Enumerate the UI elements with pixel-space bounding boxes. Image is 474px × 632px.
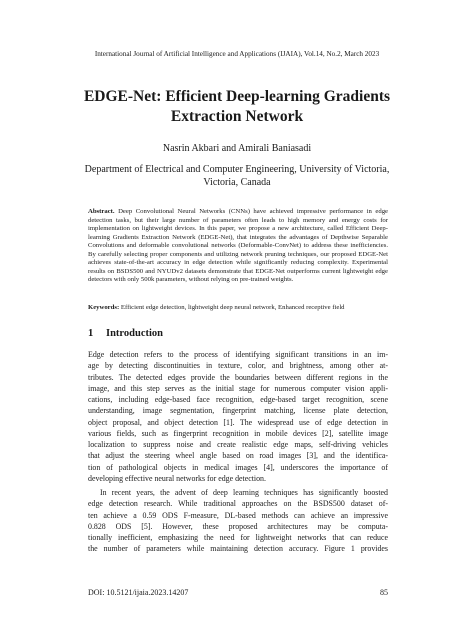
paragraph-2 [88,487,388,555]
paragraph-line: cations, including edge-based face recognition, edge-based target recognition, scene [88,395,388,404]
paper-title [40,87,434,127]
affiliation [60,163,414,189]
paragraph-line: tributes. The detected edges provide the boundaries between different regions in the [88,372,388,382]
paragraph-line: ten achieve a 0.59 ODS F-measure, DL-based methods can achieve an impressive [88,510,388,520]
paragraph-line: developing effective neural networks for edge detection. [88,473,266,483]
paragraph-line: the number of parameters while maintaining detection accuracy. Figure 1 provides [88,544,388,554]
doi: DOI: 10.5121/ijaia.2023.14207 [88,588,189,597]
page-number: 85 [380,588,388,597]
paragraph-line: age by detecting discontinuities in texture, color, and brightness, among other at- [88,361,388,371]
paragraph-line: understanding, image segmentation, fingerprint matching, license plate detection, [88,406,388,416]
section-title: Introduction [106,328,163,339]
keywords [88,304,388,313]
keywords-label: Keywords: [88,304,120,311]
paragraph-line: Edge detection refers to the process of identifying significant transitions in an im- [88,350,388,359]
paragraph-line: object proposal, and object detection [1]. The widespread use of edge detection in [88,417,388,427]
paragraph-line: localization to suppress noise and create realistic edge maps, self-driving vehicles [88,440,388,449]
paragraph-line: various fields, such as fingerprint recognition in mobile devices [2], satellite image [88,428,388,438]
section-heading [88,327,163,340]
paragraph-line: tionally inefficient, emphasizing the need for lightweight networks that can reduce [88,533,388,542]
abstract-label: Abstract. [88,208,115,215]
paragraph-line: tion of pathological objects in medical images [4], underscores the importance of [88,462,388,472]
keywords-text: Efficient edge detection, lightweight deep neural network, Enhanced receptive field [120,304,345,311]
authors: Nasrin Akbari and Amirali Baniasadi [162,143,312,154]
paragraph-line: In recent years, the advent of deep learning techniques has significantly boosted [100,488,388,497]
paragraph-line: edge detection research. While traditional approaches on the BSDS500 dataset of- [88,499,388,509]
affiliation-line-1: Department of Electrical and Computer Engineering, University of Victoria, [84,164,390,175]
paragraph-line: image, and this step serves as the initial stage for numerous computer vision appli- [88,383,388,393]
abstract-text: Deep Convolutional Neural Networks (CNNs) have achieved impressive performance in edge detection tasks, but their large number of parameters often leads to high memory and energy costs for implementation on lightweight devices. In this paper, we propose a new architecture, called Efficient Deep-learning Gradients Extraction Network (EDGE-Net), that integrates the advantages of Depthwise Separable Convolutions and deformable convolutional networks (Deformable-ConvNet) to address these inefficiencies. By carefully selecting proper components and utilizing network pruning techniques, our proposed EDGE-Net achieves state-of-the-art accuracy in edge detection while significantly reducing complexity. Experimental results on BSDS500 and NYUDv2 datasets demonstrate that EDGE-Net outperforms current lightweight edge detectors with only 500k parameters, without relying on pre-trained weights. [88,208,389,283]
journal-header: International Journal of Artificial Intelligence and Applications (IJAIA), Vol.14, No.2, March 2023 [94,50,380,58]
paragraph-line: 0.828 ODS [5]. However, these proposed architectures may be computa- [88,521,388,531]
paragraph-line: that adjust the steering wheel angle based on road images [3], and the identifica- [88,451,388,461]
abstract [88,208,388,285]
affiliation-line-2: Victoria, Canada [203,177,271,188]
title-line-2: Extraction Network [170,108,304,125]
title-line-1: EDGE-Net: Efficient Deep-learning Gradients [83,88,391,105]
section-number: 1 [88,328,94,339]
paragraph-1 [88,349,388,484]
